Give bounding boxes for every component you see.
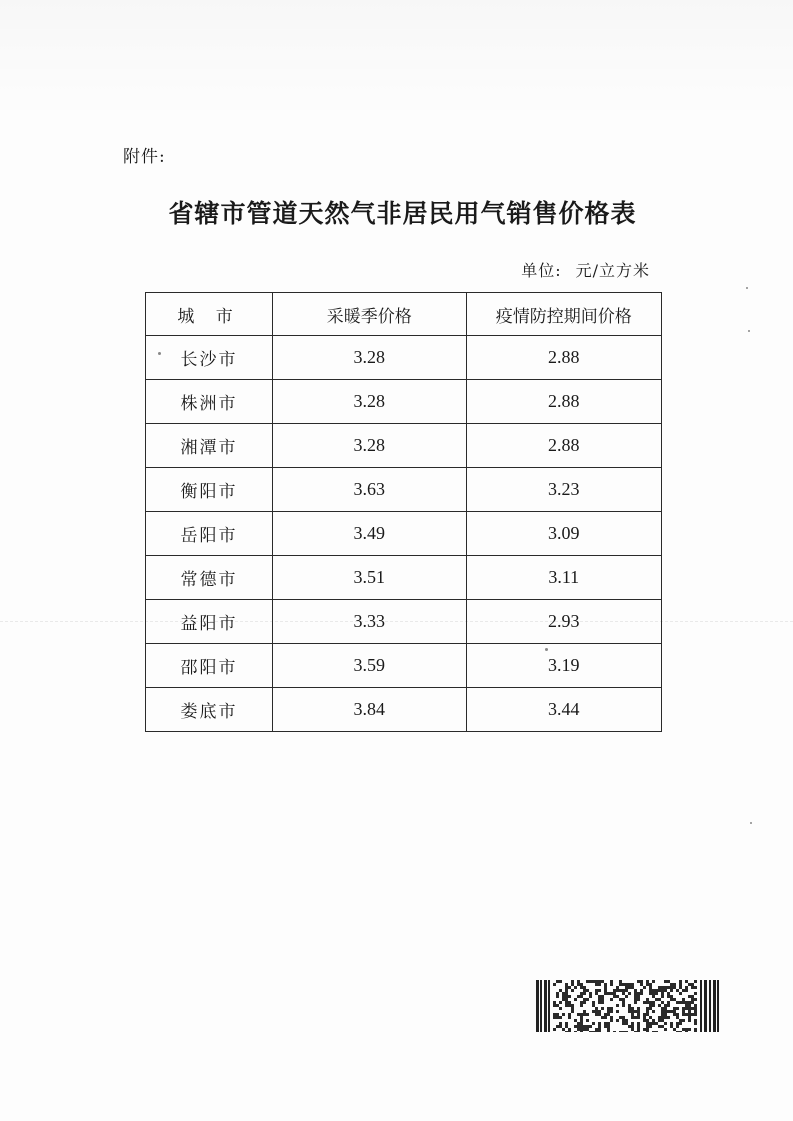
epidemic-price-cell: 2.93 — [466, 600, 661, 644]
unit-value: 元/立方米 — [575, 261, 650, 280]
heating-price-cell: 3.28 — [273, 424, 466, 468]
table-row — [146, 644, 662, 688]
epidemic-price-cell: 3.23 — [466, 468, 661, 512]
page-title: 省辖市管道天然气非居民用气销售价格表 — [168, 199, 637, 228]
attachment-label: 附件: — [123, 147, 166, 167]
header-heating-price: 采暖季价格 — [273, 293, 466, 336]
table-row — [146, 688, 662, 732]
header-city: 城 市 — [146, 293, 273, 336]
table-row — [146, 512, 662, 556]
city-cell: 长沙市 — [146, 336, 273, 380]
heating-price-cell: 3.84 — [273, 688, 466, 732]
epidemic-price-cell: 2.88 — [466, 336, 661, 380]
scan-speck — [748, 330, 750, 332]
city-cell: 株洲市 — [146, 380, 273, 424]
epidemic-price-cell: 2.88 — [466, 424, 661, 468]
epidemic-price-cell: 3.11 — [466, 556, 661, 600]
scan-speck — [746, 287, 748, 289]
epidemic-price-cell: 2.88 — [466, 380, 661, 424]
heating-price-cell: 3.49 — [273, 512, 466, 556]
heating-price-cell: 3.33 — [273, 600, 466, 644]
city-cell: 湘潭市 — [146, 424, 273, 468]
table-header-row — [146, 293, 662, 336]
epidemic-price-cell: 3.44 — [466, 688, 661, 732]
table-row — [146, 424, 662, 468]
heating-price-cell: 3.28 — [273, 336, 466, 380]
epidemic-price-cell: 3.19 — [466, 644, 661, 688]
city-cell: 邵阳市 — [146, 644, 273, 688]
unit-note — [521, 258, 650, 281]
city-cell: 衡阳市 — [146, 468, 273, 512]
heating-price-cell: 3.51 — [273, 556, 466, 600]
scan-shading — [0, 0, 793, 120]
city-cell: 岳阳市 — [146, 512, 273, 556]
heating-price-cell: 3.59 — [273, 644, 466, 688]
table-row — [146, 468, 662, 512]
city-cell: 常德市 — [146, 556, 273, 600]
city-cell: 益阳市 — [146, 600, 273, 644]
heating-price-cell: 3.63 — [273, 468, 466, 512]
price-table — [145, 292, 662, 732]
unit-label: 单位: — [521, 261, 562, 280]
table-row — [146, 600, 662, 644]
heating-price-cell: 3.28 — [273, 380, 466, 424]
header-epidemic-price: 疫情防控期间价格 — [466, 293, 661, 336]
epidemic-price-cell: 3.09 — [466, 512, 661, 556]
scan-speck — [750, 822, 752, 824]
table-row — [146, 556, 662, 600]
document-barcode-icon — [536, 980, 719, 1032]
table-row — [146, 380, 662, 424]
table-row — [146, 336, 662, 380]
scan-speck — [545, 648, 548, 651]
city-cell: 娄底市 — [146, 688, 273, 732]
scan-speck — [158, 352, 161, 355]
